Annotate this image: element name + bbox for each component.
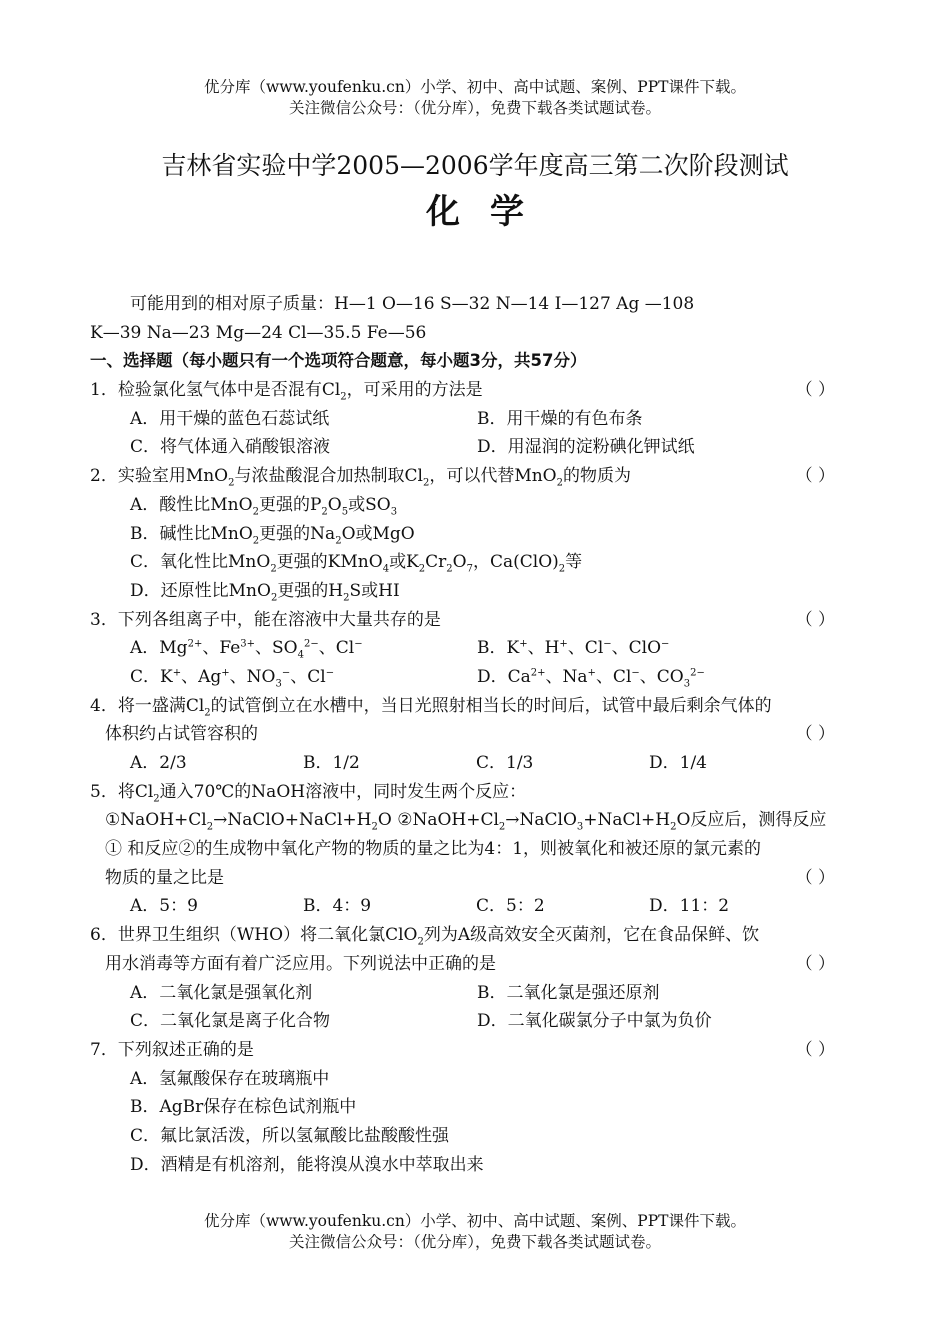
answer-bracket: （ ） [795, 867, 835, 888]
option-c: C．K+、Ag+、$NO_3^-$、Cl− [130, 666, 335, 690]
question-number: 5． [90, 781, 118, 802]
question-2-option-d: D．还原性比MnO$_2$更强的$H_2S$或HI [130, 580, 400, 604]
atomic-masses-line-1: 可能用到的相对原子质量：H—1 O—16 S—32 N—14 I—127 Ag —108 [130, 294, 695, 314]
option-a: A．二氧化氯是强氧化剂 [130, 982, 313, 1003]
question-number: 7． [90, 1039, 118, 1060]
question-number: 4． [90, 695, 118, 716]
question-7-option-c: C．氟比氯活泼，所以氢氟酸比盐酸酸性强 [130, 1125, 450, 1146]
question-7-option-b: B．AgBr保存在棕色试剂瓶中 [130, 1097, 357, 1118]
question-7: 7．下列叙述正确的是 （ ） [90, 1036, 865, 1065]
banner-line-2: 关注微信公众号：（优分库），免费下载各类试题试卷。 [288, 1233, 661, 1251]
top-banner [0, 77, 950, 119]
subject-title: 化学 [426, 192, 554, 232]
exam-content [90, 290, 865, 1179]
question-1-options-ab [90, 405, 865, 434]
question-6-line-2: 用水消毒等方面有着广泛应用。下列说法中正确的是 （ ） [90, 950, 865, 979]
question-1-options-cd [90, 433, 865, 462]
question-6-options-cd [90, 1007, 865, 1036]
question-number: 3． [90, 609, 118, 630]
option-b: B．二氧化氯是强还原剂 [477, 982, 660, 1003]
option-c: C．将气体通入硝酸银溶液 [130, 437, 331, 458]
question-5-options [90, 892, 865, 921]
question-6-line-1: 6．世界卫生组织（WHO）将二氧化氯ClO$_2$列为A级高效安全灭菌剂，它在食品保鲜、饮 [90, 925, 760, 948]
answer-bracket: （ ） [795, 1039, 835, 1060]
question-3-options-ab [90, 634, 865, 663]
question-2: 2．实验室用MnO$_2$与浓盐酸混合加热制取$Cl_2$，可以代替MnO$_2$的物质为 （ ） [90, 462, 865, 491]
option-a: A．2/3 [130, 753, 187, 773]
option-d: D．1/4 [649, 753, 707, 773]
question-2-option-a: A．酸性比MnO$_2$更强的$P_2O_5$或$SO_3$ [130, 494, 398, 518]
option-c: C．1/3 [476, 753, 534, 773]
question-4-options [90, 749, 865, 778]
atomic-masses-line-2: K—39 Na—23 Mg—24 Cl—35.5 Fe—56 [90, 322, 427, 343]
option-c: C．5：2 [476, 896, 545, 917]
question-5-line-1: 5．将$Cl_2$通入70℃的NaOH溶液中，同时发生两个反应： [90, 781, 527, 805]
exam-title: 吉林省实验中学2005—2006学年度高三第二次阶段测试 [161, 151, 789, 180]
question-6-options-ab [90, 979, 865, 1008]
question-3: 3．下列各组离子中，能在溶液中大量共存的是 （ ） [90, 606, 865, 635]
question-2-option-b: B．碱性比MnO$_2$更强的$Na_2O$或MgO [130, 523, 415, 546]
option-a: A．$Mg^{2+}$、$Fe^{3+}$、$SO_4^{2-}$、Cl− [130, 638, 363, 661]
section-title: 一、选择题（每小题只有一个选项符合题意，每小题3分，共57分） [90, 351, 587, 371]
question-number: 1． [90, 380, 118, 401]
option-b: B．K+、H+、Cl−、ClO− [477, 638, 670, 659]
question-5-line-3: ① 和反应②的生成物中氧化产物的物质的量之比为4：1，则被氧化和被还原的氯元素的 [105, 839, 762, 860]
question-7-option-d: D．酒精是有机溶剂，能将溴从溴水中萃取出来 [130, 1154, 484, 1175]
option-b: B．1/2 [303, 753, 360, 773]
question-5-line-2: $①NaOH+Cl_2\to NaClO+NaCl+H_2O$ $②NaOH+Cl_2\to NaClO_3+NaCl+H_2O$反应后，测得反应 [105, 810, 827, 833]
question-2-option-c: C．氧化性比MnO$_2$更强的KMnO$_4$或$K_2Cr_2O_7$，$Ca(ClO)_2$等 [130, 552, 583, 575]
question-3-options-cd [90, 663, 865, 692]
question-4-line-2: 体积约占试管容积的 （ ） [90, 720, 865, 749]
option-d: D．$Ca^{2+}$、Na+、Cl−、$CO_3^{2-}$ [477, 666, 705, 690]
option-d: D．二氧化碳氯分子中氯为负价 [477, 1011, 712, 1032]
question-5-line-4: 物质的量之比是 （ ） [90, 864, 865, 893]
question-7-option-a: A．氢氟酸保存在玻璃瓶中 [130, 1068, 330, 1089]
answer-bracket: （ ） [795, 724, 835, 745]
question-4-line-1: 4．将一盛满$Cl_2$的试管倒立在水槽中，当日光照射相当长的时间后，试管中最后剩余气体的 [90, 695, 772, 719]
option-d: D．用湿润的淀粉碘化钾试纸 [477, 437, 695, 458]
answer-bracket: （ ） [795, 466, 835, 487]
answer-bracket: （ ） [795, 609, 835, 630]
option-a: A．5：9 [130, 896, 198, 917]
option-d: D．11：2 [649, 896, 730, 917]
banner-line-1: 优分库（www.youfenku.cn）小学、初中、高中试题、案例、PPT课件下载。 [203, 1212, 747, 1230]
option-a: A．用干燥的蓝色石蕊试纸 [130, 408, 330, 429]
banner-line-1: 优分库（www.youfenku.cn）小学、初中、高中试题、案例、PPT课件下载。 [203, 78, 747, 96]
answer-bracket: （ ） [795, 380, 835, 401]
question-1: 1．检验氯化氢气体中是否混有$Cl_2$，可采用的方法是 （ ） [90, 376, 865, 405]
answer-bracket: （ ） [795, 953, 835, 974]
option-c: C．二氧化氯是离子化合物 [130, 1011, 331, 1032]
option-b: B．用干燥的有色布条 [477, 408, 643, 429]
question-number: 2． [90, 466, 118, 487]
bottom-banner [0, 1211, 950, 1253]
option-b: B．4：9 [303, 896, 372, 917]
banner-line-2: 关注微信公众号：（优分库），免费下载各类试题试卷。 [288, 99, 661, 117]
question-number: 6． [90, 925, 118, 946]
